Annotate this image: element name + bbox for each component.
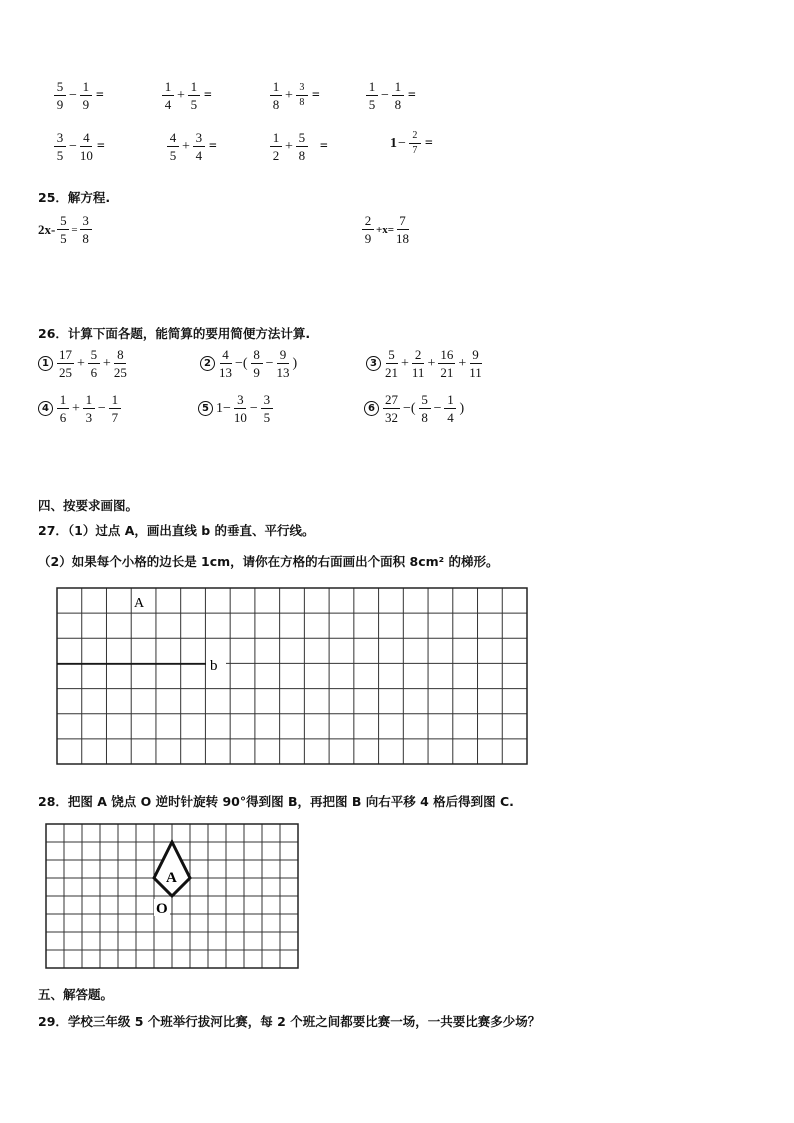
operator: + xyxy=(72,400,80,416)
q25-title: 25．解方程. xyxy=(38,190,111,205)
fraction xyxy=(396,214,409,245)
fraction xyxy=(219,348,232,379)
numerator: 5 xyxy=(57,214,69,230)
numerator: 5 xyxy=(296,131,308,147)
denominator: 5 xyxy=(56,148,64,163)
operator: − xyxy=(249,400,258,416)
q26-expression-1 xyxy=(38,348,129,379)
denominator: 9 xyxy=(56,97,64,112)
q26-expression-2 xyxy=(200,348,298,379)
denominator: 8 xyxy=(82,231,89,246)
denominator: 5 xyxy=(368,97,376,112)
numerator: 3 xyxy=(193,131,205,147)
equals-sign: = xyxy=(407,87,416,103)
operator: + xyxy=(427,355,436,371)
section-5-heading: 五、解答题。 xyxy=(38,987,114,1002)
fraction xyxy=(57,348,74,379)
numerator: 9 xyxy=(277,348,289,364)
denominator: 11 xyxy=(411,365,425,380)
fraction xyxy=(188,80,200,111)
denominator: 21 xyxy=(385,365,398,380)
q27-grid xyxy=(54,584,536,770)
equals-sign: = xyxy=(71,223,78,236)
grid-border xyxy=(57,588,527,764)
item-number-badge: 3 xyxy=(366,356,381,371)
operator: − xyxy=(97,400,106,416)
denominator: 3 xyxy=(85,410,93,425)
denominator: 6 xyxy=(90,365,98,380)
numerator: 5 xyxy=(386,348,398,364)
figure-a-label: A xyxy=(166,870,177,886)
fraction xyxy=(251,348,263,379)
fraction xyxy=(54,131,66,162)
operator: − xyxy=(398,135,406,151)
operator: + xyxy=(458,355,467,371)
numerator: 1 xyxy=(109,393,121,409)
operator: ) xyxy=(459,400,465,416)
lead-number: 1 xyxy=(390,135,397,151)
fraction xyxy=(296,131,308,162)
fraction xyxy=(383,393,400,424)
expr-r1-2 xyxy=(160,80,212,111)
numerator: 8 xyxy=(114,348,126,364)
fraction xyxy=(167,131,179,162)
operator: −( xyxy=(403,400,416,416)
fraction xyxy=(409,131,421,156)
numerator: 7 xyxy=(397,214,409,230)
fraction xyxy=(114,348,127,379)
denominator: 25 xyxy=(113,365,127,380)
denominator: 32 xyxy=(385,410,398,425)
denominator: 21 xyxy=(440,365,454,380)
numerator: 27 xyxy=(385,392,398,407)
fraction xyxy=(80,80,92,111)
fraction xyxy=(57,214,69,245)
denominator: 8 xyxy=(299,97,305,108)
label-b: b xyxy=(210,658,218,674)
fraction xyxy=(54,80,66,111)
fraction xyxy=(412,348,425,379)
numerator: 9 xyxy=(470,348,482,364)
operator: − xyxy=(381,87,389,103)
denominator: 7 xyxy=(111,410,119,425)
operator: + xyxy=(285,87,293,103)
expr-r2-4 xyxy=(390,131,433,156)
denominator: 25 xyxy=(59,365,72,380)
expr-r2-3 xyxy=(268,131,328,162)
q29-text: 29．学校三年级 5 个班举行拔河比赛，每 2 个班之间都要比赛一场，一共要比赛多少场？ xyxy=(38,1014,541,1029)
denominator: 8 xyxy=(272,97,280,112)
fraction xyxy=(162,80,174,111)
expr-r1-4 xyxy=(364,80,416,111)
numerator: 1 xyxy=(366,80,378,96)
fraction xyxy=(392,80,404,111)
operator: − xyxy=(433,400,442,416)
fraction xyxy=(57,393,69,424)
equals-sign: = xyxy=(95,87,104,103)
numerator: 4 xyxy=(167,131,179,147)
fraction xyxy=(270,80,282,111)
fraction xyxy=(234,393,247,424)
denominator: 5 xyxy=(60,231,67,246)
denominator: 4 xyxy=(447,410,454,425)
denominator: 7 xyxy=(412,145,418,156)
expr-r2-2 xyxy=(165,131,217,162)
fraction xyxy=(362,214,374,245)
q28-grid xyxy=(44,822,302,972)
numerator: 3 xyxy=(234,393,246,409)
equals-sign: = xyxy=(203,87,212,103)
numerator: 1 xyxy=(162,80,174,96)
numerator: 4 xyxy=(220,348,232,364)
denominator: 10 xyxy=(233,410,247,425)
numerator: 3 xyxy=(261,393,273,409)
figure-a xyxy=(154,842,190,896)
fraction xyxy=(469,348,482,379)
item-number-badge: 5 xyxy=(198,401,213,416)
denominator: 8 xyxy=(298,148,306,163)
denominator: 8 xyxy=(421,410,428,425)
numerator: 3 xyxy=(54,131,66,147)
denominator: 6 xyxy=(59,410,67,425)
q28-text: 28．把图 A 饶点 O 逆时针旋转 90°得到图 B，再把图 B 向右平移 4 格后得到图 C. xyxy=(38,794,514,809)
denominator: 13 xyxy=(219,365,232,380)
numerator: 5 xyxy=(419,393,431,409)
fraction xyxy=(438,348,455,379)
fraction xyxy=(80,214,92,245)
fraction xyxy=(80,131,93,162)
fraction xyxy=(83,393,95,424)
equals-sign: = xyxy=(96,138,105,154)
q26-expression-5 xyxy=(198,393,275,424)
item-number-badge: 2 xyxy=(200,356,215,371)
fraction xyxy=(270,131,282,162)
equals-sign: = xyxy=(319,138,328,154)
fraction xyxy=(276,348,289,379)
numerator: 4 xyxy=(80,131,92,147)
numerator: 1 xyxy=(270,131,282,147)
equals-sign: = xyxy=(208,138,217,154)
q26-expression-6 xyxy=(364,393,465,424)
fraction xyxy=(296,83,308,108)
fraction xyxy=(88,348,100,379)
denominator: 5 xyxy=(263,410,271,425)
q26-expression-3 xyxy=(366,348,484,379)
q27-line-1: 27．（1）过点 A，画出直线 b 的垂直、平行线。 xyxy=(38,523,315,538)
denominator: 9 xyxy=(82,97,90,112)
point-o-label: O xyxy=(156,901,168,917)
operator: −( xyxy=(235,355,248,371)
numerator: 1 xyxy=(392,80,404,96)
item-number-badge: 6 xyxy=(364,401,379,416)
denominator: 11 xyxy=(469,365,482,380)
fraction xyxy=(366,80,378,111)
operator: + xyxy=(401,355,409,371)
numerator: 8 xyxy=(251,348,263,364)
point-a-label: A xyxy=(134,596,145,611)
numerator: 1 xyxy=(188,80,200,96)
fraction xyxy=(261,393,273,424)
q25-equation-2 xyxy=(360,214,411,245)
denominator: 18 xyxy=(396,231,410,246)
operator: + xyxy=(102,355,111,371)
denominator: 8 xyxy=(394,97,402,112)
operator: 1− xyxy=(216,400,231,416)
denominator: 5 xyxy=(169,148,177,163)
denominator: 4 xyxy=(195,148,203,163)
operator: ) xyxy=(292,355,298,371)
item-number-badge: 1 xyxy=(38,356,53,371)
numerator: 1 xyxy=(270,80,282,96)
denominator: 2 xyxy=(272,148,280,163)
fraction xyxy=(109,393,121,424)
numerator: 3 xyxy=(296,83,308,96)
operator: − xyxy=(69,87,77,103)
eq-middle: +x= xyxy=(376,223,395,236)
operator: + xyxy=(182,138,190,154)
denominator: 5 xyxy=(190,97,198,112)
numerator: 3 xyxy=(80,214,92,230)
numerator: 5 xyxy=(54,80,66,96)
numerator: 16 xyxy=(440,347,454,362)
q27-line-2: （2）如果每个小格的边长是 1cm，请你在方格的右面画出个面积 8cm² 的梯形。 xyxy=(38,554,499,569)
numerator: 17 xyxy=(59,347,72,362)
denominator: 9 xyxy=(253,365,260,380)
numerator: 1 xyxy=(444,393,456,409)
denominator: 4 xyxy=(164,97,172,112)
numerator: 2 xyxy=(412,348,424,364)
fraction xyxy=(193,131,205,162)
operator: + xyxy=(177,87,185,103)
expr-r1-1 xyxy=(52,80,104,111)
numerator: 1 xyxy=(83,393,95,409)
operator: − xyxy=(69,138,77,154)
denominator: 13 xyxy=(276,365,290,380)
q26-expression-4 xyxy=(38,393,123,424)
equals-sign: = xyxy=(311,87,320,103)
section-4-heading: 四、按要求画图。 xyxy=(38,498,139,513)
numerator: 1 xyxy=(57,393,69,409)
operator: + xyxy=(77,355,85,371)
q25-equation-1 xyxy=(38,214,94,245)
eq-lead: 2x- xyxy=(38,221,56,237)
denominator: 9 xyxy=(364,231,372,246)
operator: − xyxy=(265,355,274,371)
q26-title: 26．计算下面各题，能简算的要用简便方法计算. xyxy=(38,326,311,341)
operator: + xyxy=(285,138,293,154)
numerator: 1 xyxy=(80,80,92,96)
denominator: 10 xyxy=(79,148,93,163)
expr-r2-1 xyxy=(52,131,105,162)
numerator: 2 xyxy=(362,214,374,230)
fraction xyxy=(444,393,456,424)
expr-r1-3 xyxy=(268,80,320,111)
fraction xyxy=(385,348,398,379)
item-number-badge: 4 xyxy=(38,401,53,416)
equals-sign: = xyxy=(424,135,433,151)
fraction xyxy=(419,393,431,424)
numerator: 2 xyxy=(409,131,421,144)
numerator: 5 xyxy=(88,348,100,364)
